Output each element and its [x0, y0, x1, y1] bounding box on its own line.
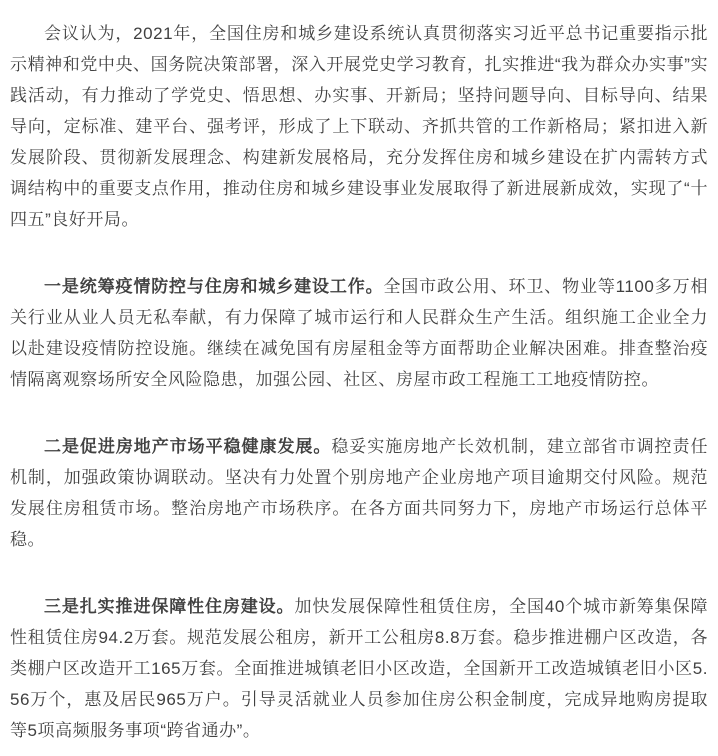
paragraph-lead: 二是促进房地产市场平稳健康发展。 [44, 437, 332, 456]
paragraph-lead: 三是扎实推进保障性住房建设。 [44, 597, 295, 616]
paragraph-point-3 [10, 591, 708, 746]
paragraph-point-1 [10, 271, 708, 395]
paragraph-text: 全国市政公用、环卫、物业等1100多万相关行业从业人员无私奉献，有力保障了城市运行和人民群众生产生活。组织施工企业全力以赴建设疫情防控设施。继续在减免国有房屋租金等方面帮助企业解决困难。排查整治疫情隔离观察场所安全风险隐患，加强公园、社区、房屋市政工程施工工地疫情防控。 [10, 277, 708, 389]
paragraph-intro [10, 18, 708, 235]
paragraph-point-2 [10, 431, 708, 555]
paragraph-text: 会议认为，2021年，全国住房和城乡建设系统认真贯彻落实习近平总书记重要指示批示精神和党中央、国务院决策部署，深入开展党史学习教育，扎实推进“我为群众办实事”实践活动，有力推动了学党史、悟思想、办实事、开新局；坚持问题导向、目标导向、结果导向，定标准、建平台、强考评，形成了上下联动、齐抓共管的工作新格局；紧扣进入新发展阶段、贯彻新发展理念、构建新发展格局，充分发挥住房和城乡建设在扩内需转方式调结构中的重要支点作用，推动住房和城乡建设事业发展取得了新进展新成效，实现了“十四五”良好开局。 [10, 24, 708, 229]
paragraph-lead: 一是统筹疫情防控与住房和城乡建设工作。 [44, 277, 384, 296]
paragraph-text: 稳妥实施房地产长效机制，建立部省市调控责任机制，加强政策协调联动。坚决有力处置个别房地产企业房地产项目逾期交付风险。规范发展住房租赁市场。整治房地产市场秩序。在各方面共同努力下，房地产市场运行总体平稳。 [10, 437, 709, 549]
paragraph-text: 加快发展保障性租赁住房，全国40个城市新筹集保障性租赁住房94.2万套。规范发展公租房，新开工公租房8.8万套。稳步推进棚户区改造，各类棚户区改造开工165万套。全面推进城镇老旧小区改造，全国新开工改造城镇老旧小区5.56万个，惠及居民965万户。引导灵活就业人员参加住房公积金制度，完成异地购房提取等5项高频服务事项“跨省通办”。 [10, 597, 708, 740]
